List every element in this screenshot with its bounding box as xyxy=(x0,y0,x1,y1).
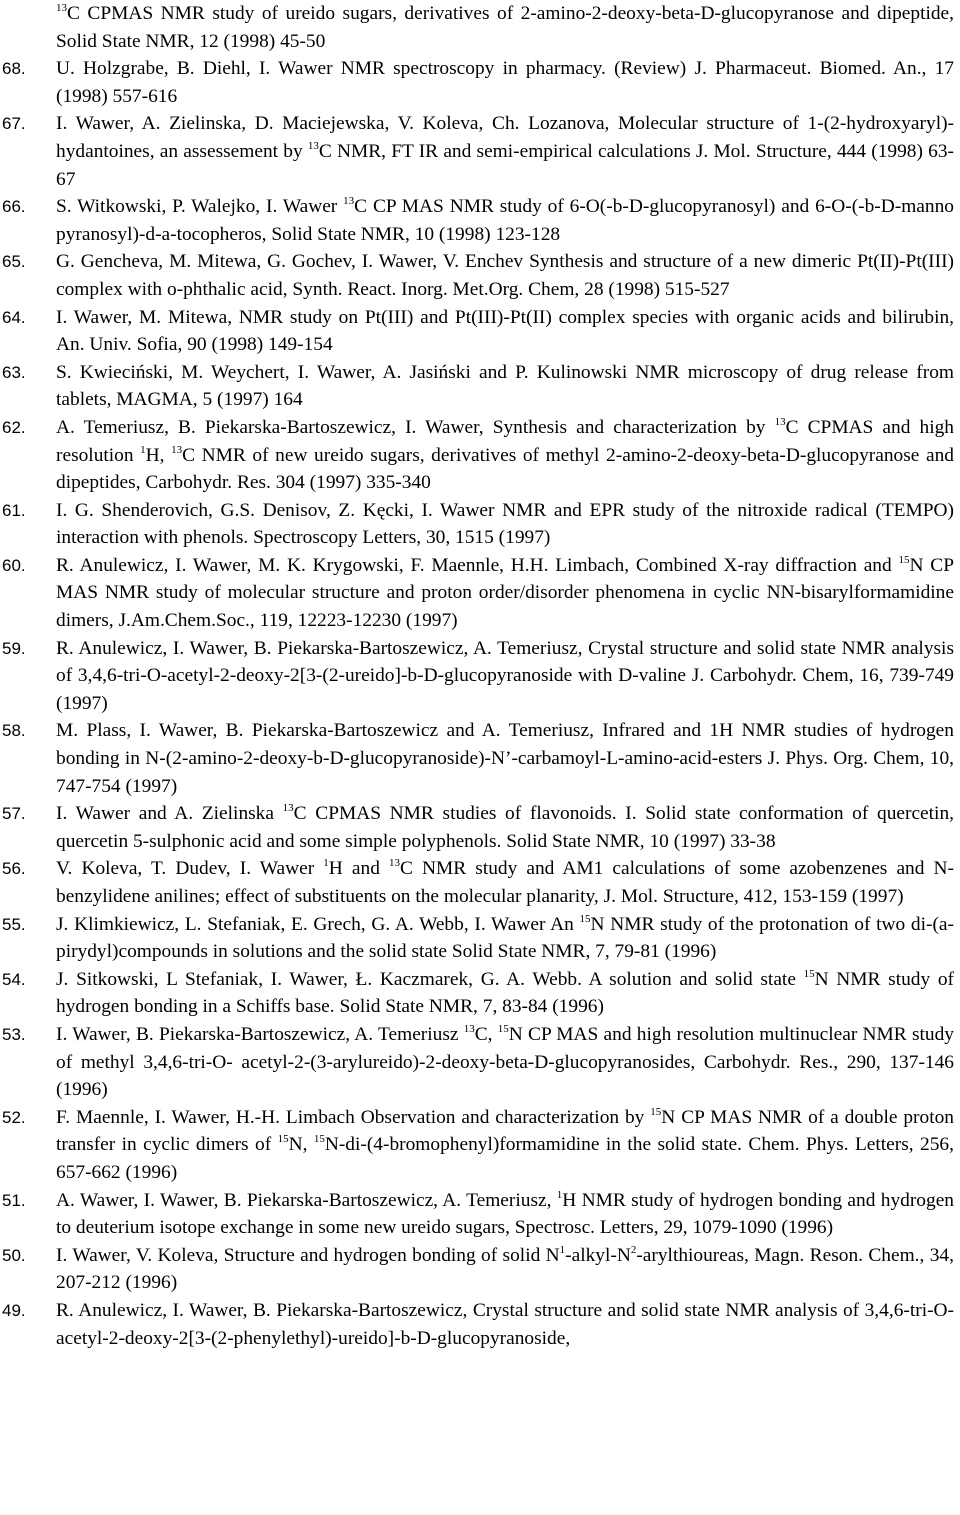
reference-text: I. Wawer, A. Zielinska, D. Maciejewska, V. Koleva, Ch. Lozanova, Molecular structure of 1-(2-hydroxyaryl)-hydantoines, an assessement by $^{13}$C NMR, FT IR and semi-empirical calculations J. Mol. Structure, 444 (1998) 63-67 xyxy=(56,113,954,190)
reference-text: I. Wawer and A. Zielinska $^{13}$C CPMAS NMR studies of flavonoids. I. Solid state conformation of quercetin, quercetin 5-sulphonic acid and some simple polyphenols. Solid State NMR, 10 (1997) 33-38 xyxy=(56,802,954,852)
reference-entry xyxy=(0,635,954,718)
reference-text: U. Holzgrabe, B. Diehl, I. Wawer NMR spectroscopy in pharmacy. (Review) J. Pharmaceut. Biomed. An., 17 (1998) 557-616 xyxy=(56,58,954,107)
reference-text: J. Sitkowski, L Stefaniak, I. Wawer, Ł. Kaczmarek, G. A. Webb. A solution and solid state $^{15}$N NMR study of hydrogen bonding in a Schiffs base. Solid State NMR, 7, 83-84 (1996) xyxy=(56,967,954,1018)
reference-entry xyxy=(0,855,954,910)
reference-entry xyxy=(0,911,954,966)
reference-entry xyxy=(0,0,954,55)
reference-entry xyxy=(0,304,954,359)
reference-text: S. Witkowski, P. Walejko, I. Wawer $^{13}$C CP MAS NMR study of 6-O(-b-D-glucopyranosyl) and 6-O-(-b-D-manno pyranosyl)-d-a-tocopheros, Solid State NMR, 10 (1998) 123-128 xyxy=(56,195,954,245)
reference-text: R. Anulewicz, I. Wawer, B. Piekarska-Bartoszewicz, Crystal structure and solid state NMR analysis of 3,4,6-tri-O-acetyl-2-deoxy-2[3-(2-phenylethyl)-ureido]-b-D-glucopyranoside, xyxy=(56,1299,954,1349)
reference-number: 65. xyxy=(2,252,26,272)
reference-entry xyxy=(0,414,954,497)
reference-text: $^{13}$C CPMAS NMR study of ureido sugars, derivatives of 2-amino-2-deoxy-beta-D-glucopyranose and dipeptide, Solid State NMR, 12 (1998) 45-50 xyxy=(56,2,954,52)
reference-entry xyxy=(0,966,954,1021)
reference-number: 49. xyxy=(2,1300,26,1320)
reference-text: I. Wawer, M. Mitewa, NMR study on Pt(III) and Pt(III)-Pt(II) complex species with organic acids and bilirubin, An. Univ. Sofia, 90 (1998) 149-154 xyxy=(56,306,954,356)
reference-number: 54. xyxy=(2,969,26,989)
reference-entry xyxy=(0,497,954,552)
reference-number: 59. xyxy=(2,638,26,658)
reference-text: V. Koleva, T. Dudev, I. Wawer $^1$H and $^{13}$C NMR study and AM1 calculations of some azobenzenes and N-benzylidene anilines; effect of substituents on the molecular planarity, J. Mol. Structure, 412, 153-159 (1997) xyxy=(56,857,954,907)
reference-entry xyxy=(0,552,954,635)
reference-number: 63. xyxy=(2,362,26,382)
reference-entry xyxy=(0,717,954,800)
reference-text: J. Klimkiewicz, L. Stefaniak, E. Grech, G. A. Webb, I. Wawer An $^{15}$N NMR study of the protonation of two di-(a-pirydyl)compounds in solutions and the solid state Solid State NMR, 7, 79-81 (1996) xyxy=(56,912,954,963)
reference-entry xyxy=(0,1104,954,1187)
reference-text: F. Maennle, I. Wawer, H.-H. Limbach Observation and characterization by $^{15}$N CP MAS NMR of a double proton transfer in cyclic dimers of $^{15}$N, $^{15}$N-di-(4-bromophenyl)formamidine in the solid state. Chem. Phys. Letters, 256, 657-662 (1996) xyxy=(56,1105,954,1183)
reference-number: 52. xyxy=(2,1107,26,1127)
reference-text: M. Plass, I. Wawer, B. Piekarska-Bartoszewicz and A. Temeriusz, Infrared and 1H NMR studies of hydrogen bonding in N-(2-amino-2-deoxy-b-D-glucopyranoside)-N’-carbamoyl-L-amino-acid-esters J. Phys. Org. Chem, 10, 747-754 (1997) xyxy=(56,720,954,797)
reference-number: 51. xyxy=(2,1190,26,1210)
reference-number: 60. xyxy=(2,555,26,575)
reference-entry xyxy=(0,248,954,303)
reference-text: S. Kwieciński, M. Weychert, I. Wawer, A. Jasiński and P. Kulinowski NMR microscopy of drug release from tablets, MAGMA, 5 (1997) 164 xyxy=(56,361,954,411)
reference-number: 67. xyxy=(2,114,26,134)
reference-number: 58. xyxy=(2,721,26,741)
reference-number: 62. xyxy=(2,417,26,437)
reference-entry xyxy=(0,800,954,855)
reference-text: I. Wawer, B. Piekarska-Bartoszewicz, A. Temeriusz $^{13}$C, $^{15}$N CP MAS and high resolution multinuclear NMR study of methyl 3,4,6-tri-O- acetyl-2-(3-arylureido)-2-deoxy-beta-D-glucopyranosides, Carbohydr. Res., 290, 137-146 (1996) xyxy=(56,1022,954,1101)
reference-text: A. Temeriusz, B. Piekarska-Bartoszewicz, I. Wawer, Synthesis and characterization by $^{13}$C CPMAS and high resolution $^1$H, $^{13}$C NMR of new ureido sugars, derivatives of methyl 2-amino-2-deoxy-beta-D-glucopyranose and dipeptides, Carbohydr. Res. 304 (1997) 335-340 xyxy=(56,415,955,494)
reference-entry xyxy=(0,1242,954,1297)
reference-text: G. Gencheva, M. Mitewa, G. Gochev, I. Wawer, V. Enchev Synthesis and structure of a new dimeric Pt(II)-Pt(III) complex with o-phthalic acid, Synth. React. Inorg. Met.Org. Chem, 28 (1998) 515-527 xyxy=(56,251,954,300)
reference-entry xyxy=(0,55,954,110)
reference-number: 68. xyxy=(2,59,26,79)
reference-entry xyxy=(0,1297,954,1352)
reference-entry xyxy=(0,1187,954,1242)
reference-number: 53. xyxy=(2,1024,26,1044)
reference-entry xyxy=(0,110,954,193)
reference-text: A. Wawer, I. Wawer, B. Piekarska-Bartoszewicz, A. Temeriusz, $^1$H NMR study of hydrogen bonding and hydrogen to deuterium isotope exchange in some new ureido sugars, Spectrosc. Letters, 29, 1079-1090 (1996) xyxy=(56,1188,954,1239)
reference-number: 64. xyxy=(2,307,26,327)
reference-text: R. Anulewicz, I. Wawer, B. Piekarska-Bartoszewicz, A. Temeriusz, Crystal structure and solid state NMR analysis of 3,4,6-tri-O-acetyl-2-deoxy-2[3-(2-ureido]-b-D-glucopyranoside with D-valine J. Carbohydr. Chem, 16, 739-749 (1997) xyxy=(56,637,954,714)
reference-number: 57. xyxy=(2,804,26,824)
reference-entry xyxy=(0,1021,954,1104)
reference-text: I. G. Shenderovich, G.S. Denisov, Z. Kęcki, I. Wawer NMR and EPR study of the nitroxide radical (TEMPO) interaction with phenols. Spectroscopy Letters, 30, 1515 (1997) xyxy=(56,499,954,549)
reference-text: R. Anulewicz, I. Wawer, M. K. Krygowski, F. Maennle, H.H. Limbach, Combined X-ray diffraction and $^{15}$N CP MAS NMR study of molecular structure and proton order/disorder phenomena in cyclic NN-bisarylformamidine dimers, J.Am.Chem.Soc., 119, 12223-12230 (1997) xyxy=(56,553,954,632)
reference-number: 55. xyxy=(2,914,26,934)
reference-number: 66. xyxy=(2,197,26,217)
reference-number: 61. xyxy=(2,500,26,520)
reference-text: I. Wawer, V. Koleva, Structure and hydrogen bonding of solid $N^1-alkyl-N^2$-arylthioureas, Magn. Reson. Chem., 34, 207-212 (1996) xyxy=(56,1243,954,1294)
reference-entry xyxy=(0,359,954,414)
reference-number: 50. xyxy=(2,1245,26,1265)
reference-entry xyxy=(0,193,954,248)
reference-number: 56. xyxy=(2,859,26,879)
